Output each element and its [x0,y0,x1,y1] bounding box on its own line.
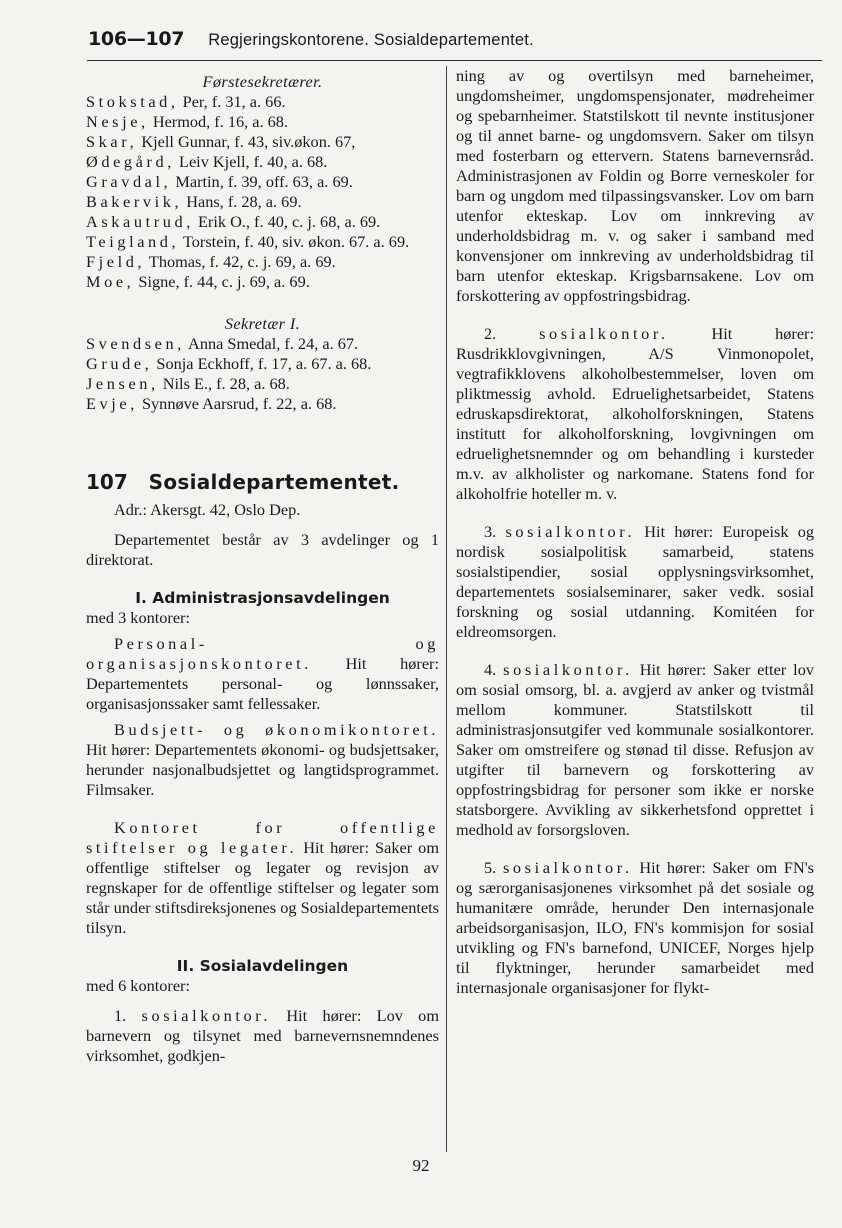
surname: Evje, [86,394,138,413]
running-header [88,28,808,54]
sosialkontor-5-name: sosialkontor. [502,858,633,877]
header-rule [87,60,822,61]
sekretaer-list [86,334,439,414]
surname: Nesje, [86,112,149,131]
person-details: Per, f. 31, a. 66. [178,92,286,111]
sosialkontor-3-name: sosialkontor. [505,522,636,541]
avdeling-1-subheading: med 3 kontorer: [86,608,190,627]
person-details: Martin, f. 39, off. 63, a. 69. [171,172,353,191]
sosialkontor-1-continued: ning av og overtilsyn med barneheimer, ungdomsheimer, ungdomspensjonater, mødreheimer og spebarnheimer. Statstilskott til nevnte institusjoner og til annet barne- og ungdomsvern. Saker om tilsyn med fosterbarn og ettervern. Statens barnevernsråd. Administrasjonen av Foldin og Borre verneskoler for barn og ungdom med tilpassingsvansker. Lov om barn utenfor ekteskap. Lov om innkreving av underholdsbidrag m. v. og saker i samband med konvensjoner om innkreving av underholdsbidrag til barn utenfor ekteskap. Krigsbarnsakene. Lov om forskottering av oppfostringsbidrag. [456,66,814,305]
surname: Ødegård, [86,152,175,171]
forstesekretaerer-list [86,92,439,292]
person-entry [86,112,439,132]
person-entry [86,354,439,374]
person-entry [86,232,439,252]
person-entry [86,334,439,354]
column-divider [446,66,447,1152]
avdeling-1-heading: I. Administrasjonsavdelingen [135,589,390,607]
kontor-budsjett-name: Budsjett- og økonomikontoret. [114,720,439,739]
person-details: Sonja Eckhoff, f. 17, a. 67. a. 68. [152,354,372,373]
sosialkontor-4-number: 4. [484,660,497,679]
department-intro: Departementet består av 3 avdelinger og 1 direktorat. [86,530,439,569]
surname: Skar, [86,132,138,151]
department-address: Adr.: Akersgt. 42, Oslo Dep. [114,500,301,519]
sosialkontor-3 [456,522,814,642]
surname: Teigland, [86,232,180,251]
sosialkontor-2-text: Hit hører: Rusdrikklovgivningen, A/S Vinmonopolet, vegtrafikklovens alkoholbestemmelser, loven om pliktmessig avhold. Edruelighetsarbeidet, Statens edruskapsdirektorat, alkoholforskningen, Statens institutt for alkoholforskning, lovgivningen om edruelighetsnemnder og om behandling i kursteder m.v. av alkholister og narkomane. Statens fond for alkoholfrie hoteller m. v. [456,324,814,503]
kontor-stiftelser [86,818,439,938]
kontor-stiftelser-name: Kontoret for offentlige stiftelser og legater. [86,818,439,857]
person-entry [86,152,439,172]
person-entry [86,132,439,152]
kontor-personal [86,634,439,714]
sosialkontor-1-name: sosialkontor. [141,1006,272,1025]
sosialkontor-2-name: sosialkontor. [539,324,669,343]
kontor-personal-text: Hit hører: Departementets personal- og lønnssaker, organisasjonssaker samt fellessaker. [86,654,439,713]
surname: Jensen, [86,374,159,393]
person-entry [86,374,439,394]
surname: Askautrud, [86,212,194,231]
person-details: Thomas, f. 42, c. j. 69, a. 69. [145,252,336,271]
surname: Bakervik, [86,192,183,211]
sosialkontor-5-text: Hit hører: Saker om FN's og særorganisasjonenes virksomhet på det sosiale og humanitære område, herunder Den internasjonale arbeidsorganisasjon, ILO, FN's kommisjon for sosial utvikling og FN's barnefond, UNICEF, Norges hjelp til flyktninger, herunder samarbeidet med internasjonale organisasjoner for flykt- [456,858,814,997]
sosialkontor-3-number: 3. [484,522,497,541]
sosialkontor-3-text: Hit hører: Europeisk og nordisk sosialpolitisk samarbeid, statens sosialstipendier, sosial opplysningsvirksomhet, departementets sosialseminarer, saker vedk. sosial forskning og sosial utdanning. Komitéen for eldreomsorgen. [456,522,814,641]
avdeling-2-subheading: med 6 kontorer: [86,976,190,995]
person-details: Synnøve Aarsrud, f. 22, a. 68. [137,394,337,413]
person-entry [86,172,439,192]
surname: Fjeld, [86,252,146,271]
person-details: Signe, f. 44, c. j. 69, a. 69. [134,272,310,291]
kontor-budsjett [86,720,439,800]
kontor-stiftelser-text: Hit hører: Saker om offentlige stiftelser og legater og revisjon av regnskaper for de offentlige stiftelser og legater som står under stiftsdireksjonenes og Sosialdepartementets tilsyn. [86,838,439,937]
surname: Gravdal, [86,172,172,191]
left-column [86,66,439,1066]
sosialkontor-2 [456,324,814,504]
heading-forstesekretaerer: Førstesekretærer. [202,72,323,91]
person-entry [86,272,439,292]
right-column [456,66,814,998]
heading-sekretaer: Sekretær I. [224,314,301,333]
person-entry [86,192,439,212]
page-number: 92 [412,1156,430,1175]
page-range: 106—107 [88,28,185,50]
person-details: Leiv Kjell, f. 40, a. 68. [174,152,328,171]
header-title: Regjeringskontorene. Sosialdepartementet. [208,31,534,49]
person-details: Hans, f. 28, a. 69. [182,192,302,211]
surname: Grude, [86,354,153,373]
surname: Stokstad, [86,92,179,111]
surname: Moe, [86,272,135,291]
person-entry [86,92,439,112]
sosialkontor-1-text: Hit hører: Lov om barnevern og tilsynet med barnevernsnemndenes virksomhet, godkjen- [86,1006,439,1065]
surname: Svendsen, [86,334,185,353]
person-entry [86,394,439,414]
kontor-personal-name: Personal- og organisasjonskontoret. [86,634,439,673]
sosialkontor-4 [456,660,814,840]
person-details: Anna Smedal, f. 24, a. 67. [184,334,359,353]
department-heading [86,470,439,494]
sosialkontor-5-number: 5. [484,858,497,877]
person-entry [86,252,439,272]
sosialkontor-1-number: 1. [114,1006,127,1025]
sosialkontor-4-text: Hit hører: Saker etter lov om sosial omsorg, bl. a. avgjerd av anker og tvistmål mellom kommuner. Statstilskott til administrasjonsutgifer ved kommunale sosialkontorer. Saker om omstreifere og stønad til disse. Refusjon av utgifter til barnevern og forskottering av oppfostringsbidrag for personer som ikke er norske statsborgere. Avvikling av sikkerhetsfond opprettet i medhold av forsorgsloven. [456,660,814,839]
person-details: Hermod, f. 16, a. 68. [148,112,289,131]
person-details: Torstein, f. 40, siv. økon. 67. a. 69. [179,232,410,251]
department-name: Sosialdepartementet. [148,470,400,494]
department-number: 107 [86,470,128,494]
person-entry [86,212,439,232]
avdeling-2-heading: II. Sosialavdelingen [176,957,349,975]
person-details: Kjell Gunnar, f. 43, siv.økon. 67, [137,132,356,151]
kontor-budsjett-text: Hit hører: Departementets økonomi- og budsjettsaker, herunder nasjonalbudsjettet og langtidsprogrammet. Filmsaker. [86,740,439,799]
sosialkontor-5 [456,858,814,998]
sosialkontor-4-name: sosialkontor. [503,660,633,679]
sosialkontor-1 [86,1006,439,1066]
sosialkontor-2-number: 2. [484,324,497,343]
person-details: Erik O., f. 40, c. j. 68, a. 69. [193,212,381,231]
person-details: Nils E., f. 28, a. 68. [158,374,290,393]
